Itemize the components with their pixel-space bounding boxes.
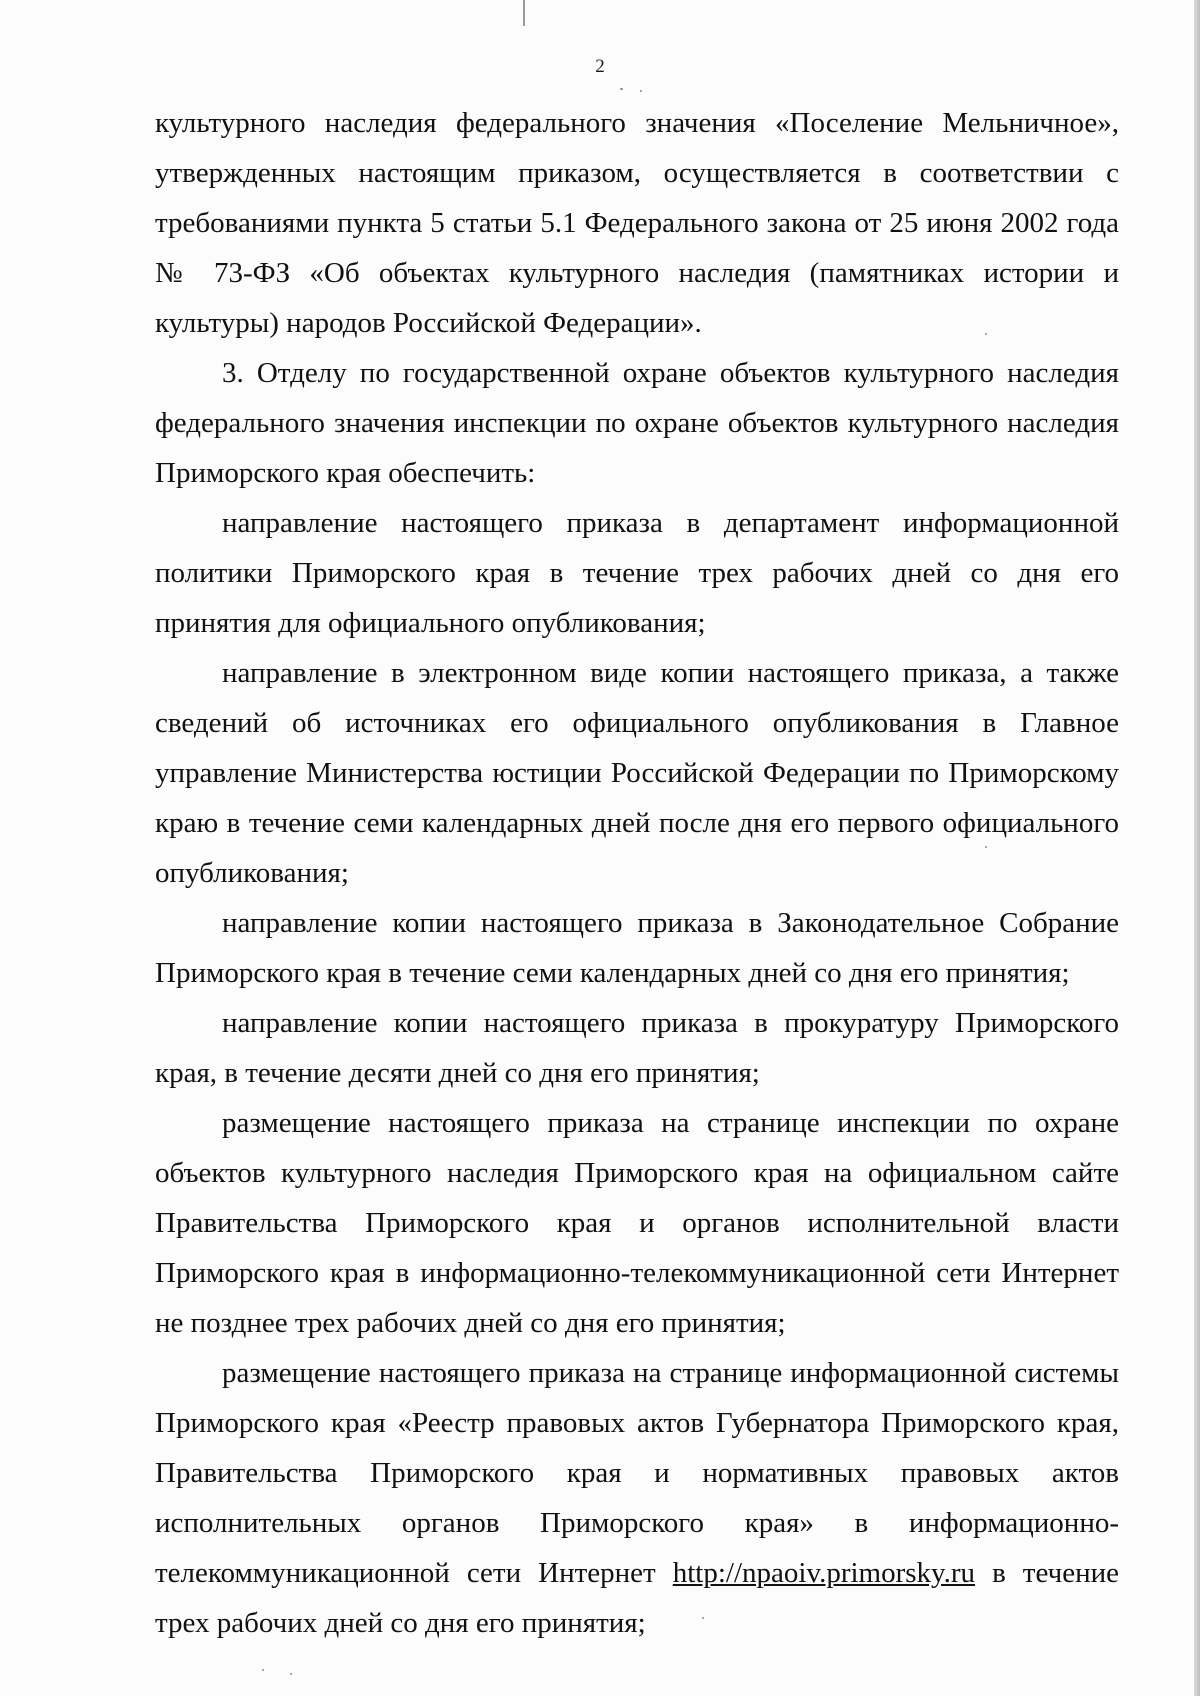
paragraph-legislative-assembly: направление копии настоящего приказа в Законодательное Собрание Приморского края в течение семи календарных дней со дня его принятия; [155, 907, 1119, 989]
document-body [155, 98, 1119, 1648]
scan-speck [640, 90, 642, 92]
paragraph-website: размещение настоящего приказа на странице инспекции по охране объектов культурного наследия Приморского края на официальном сайте Правительства Приморского края и органов исполнительной власти Приморского края в информационно-телекоммуникационной сети Интернет не позднее трех рабочих дней со дня его принятия; [155, 1107, 1119, 1339]
registry-link[interactable]: http://npaoiv.primorsky.ru [672, 1557, 976, 1589]
paragraph-item-3: 3. Отделу по государственной охране объектов культурного наследия федерального значения инспекции по охране объектов культурного наследия Приморского края обеспечить: [155, 357, 1119, 489]
paragraph-continuation: культурного наследия федерального значения «Поселение Мельничное», утвержденных настоящим приказом, осуществляется в соответствии с требованиями пункта 5 статьи 5.1 Федерального закона от 25 июня 2002 года № 73-ФЗ «Об объектах культурного наследия (памятниках истории и культуры) народов Российской Федерации». [155, 107, 1119, 339]
paragraph-publication: направление настоящего приказа в департамент информационной политики Приморского края в течение трех рабочих дней со дня его принятия для официального опубликования; [155, 507, 1119, 639]
paragraph-prosecutor: направление копии настоящего приказа в прокуратуру Приморского края, в течение десяти дней со дня его принятия; [155, 1007, 1119, 1089]
page-number: 2 [595, 56, 605, 77]
scan-mark [523, 0, 525, 26]
paragraph-justice-ministry: направление в электронном виде копии настоящего приказа, а также сведений об источниках его официального опубликования в Главное управление Министерства юстиции Российской Федерации по Приморскому краю в течение семи календарных дней после дня его первого официального опубликования; [155, 657, 1119, 889]
scan-speck [985, 846, 987, 848]
scan-speck [262, 1669, 264, 1671]
paragraph-registry [155, 1348, 1119, 1648]
scan-speck [985, 333, 987, 335]
scan-speck [702, 1617, 704, 1619]
registry-text-end: в течение трех рабочих дней со дня его принятия; [155, 1557, 1119, 1639]
scan-speck [290, 1673, 292, 1675]
scan-edge [1194, 0, 1200, 1696]
scan-speck [620, 88, 623, 90]
registry-text-start: размещение настоящего приказа на странице информационной системы Приморского края «Реестр правовых актов Губернатора Приморского края, Правительства Приморского края и нормативных правовых актов исполнительных органов Приморского края» в информационно-телекоммуникационной сети Интернет [155, 1357, 1119, 1589]
